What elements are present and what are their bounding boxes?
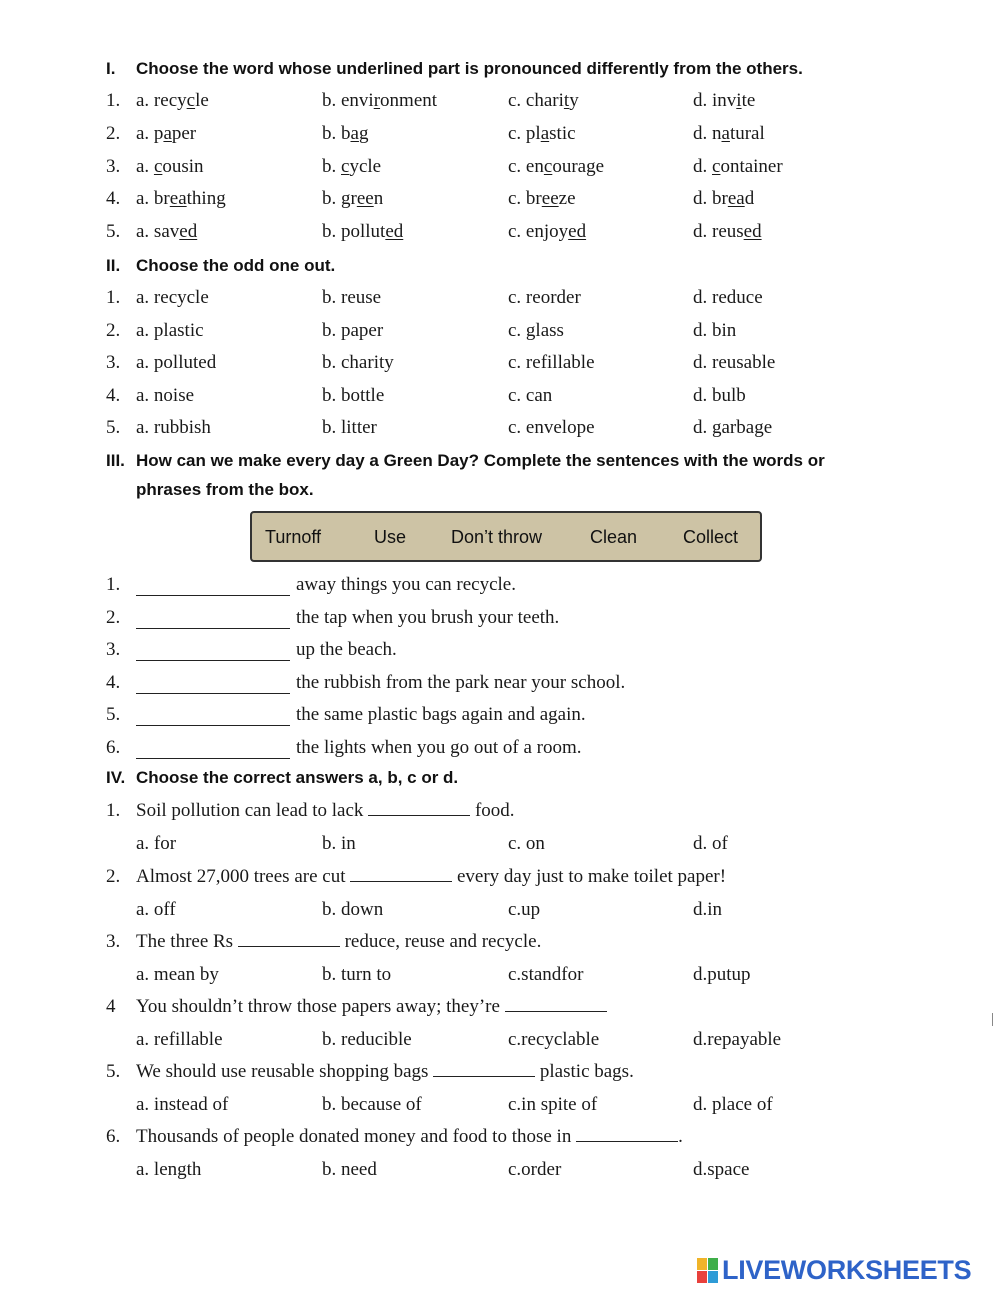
underlined-part: c [712,156,721,177]
word-box-item: Use [374,527,407,547]
underlined-part: t [563,90,570,111]
odd-one-out-row [0,417,1000,443]
option-c[interactable]: c.standfor [508,964,584,985]
word-box-item: Don’t throw [451,527,543,547]
option-a[interactable]: a. refillable [136,1029,223,1050]
option-b[interactable]: b. reducible [322,1029,412,1050]
option-a[interactable] [136,123,196,145]
question-after: . [678,1126,683,1147]
option-text: b. [322,156,341,177]
answer-blank[interactable] [136,692,290,694]
fill-in-row [0,737,1000,763]
margin-mark [992,1013,993,1026]
question-number: 3. [106,639,121,660]
option-c[interactable] [508,90,579,112]
option-d[interactable]: d. place of [693,1094,773,1115]
option-text: c. pl [508,123,541,144]
option-text: ontainer [720,156,783,177]
odd-one-out-row [0,385,1000,411]
answer-blank[interactable] [576,1140,678,1142]
sentence-text: the lights when you go out of a room. [296,737,582,758]
option-text: tural [729,123,765,144]
logo-mark-icon [697,1257,719,1283]
answer-blank[interactable] [136,659,290,661]
option-d[interactable]: d. reusable [693,352,776,373]
pronunciation-row [0,90,1000,116]
underlined-part: ed [179,221,198,242]
option-b[interactable]: b. in [322,833,356,854]
option-text: n [373,188,384,209]
section-3-heading [106,451,825,471]
section-title: Choose the odd one out. [136,256,336,275]
underlined-part: ed [568,221,587,242]
fill-in-row [0,607,1000,633]
option-b[interactable]: b. bottle [322,385,385,406]
odd-one-out-row [0,320,1000,346]
option-text: a. recy [136,90,187,111]
option-text: d. br [693,188,728,209]
option-text: ourage [552,156,605,177]
question-before: Soil pollution can lead to lack [136,800,364,821]
sentence-text: the tap when you brush your teeth. [296,607,560,628]
section-title: Choose the word whose underlined part is pronounced differently from the others. [136,59,803,78]
option-c[interactable] [508,221,586,243]
sentence-text: up the beach. [296,639,397,660]
option-c[interactable]: c. glass [508,320,564,341]
option-d[interactable]: d. of [693,833,728,854]
option-text: g [358,123,369,144]
option-text: b. b [322,123,351,144]
underlined-part: r [373,90,381,111]
option-c[interactable]: c. refillable [508,352,595,373]
question-number: 4. [106,385,121,406]
question-number: 1. [106,90,121,111]
word-box-item: Turnoff [265,527,322,547]
option-text: a. [136,156,154,177]
option-text: te [741,90,756,111]
option-text: d. inv [693,90,737,111]
question-number: 3. [106,931,121,952]
option-d[interactable] [693,188,754,210]
option-text: a. sav [136,221,180,242]
option-c[interactable] [508,156,604,178]
option-d[interactable]: d. bulb [693,385,746,406]
underlined-part: ee [356,188,374,209]
underlined-part: ee [541,188,559,209]
option-b[interactable]: b. need [322,1159,377,1180]
question-number: 1. [106,574,121,595]
option-text: d. [693,156,712,177]
pronunciation-row [0,123,1000,149]
mcq-options [0,1159,1000,1185]
question-number: 1. [106,800,121,821]
option-text: b. pollut [322,221,386,242]
option-a[interactable]: a. for [136,833,177,854]
option-text: c. enjoy [508,221,569,242]
question-number: 5. [106,221,121,242]
section-2-heading [106,256,335,276]
underlined-part: i [736,90,742,111]
section-title: Choose the correct answers a, b, c or d. [136,768,459,787]
option-a[interactable]: a. rubbish [136,417,211,438]
mcq-question [0,800,1000,826]
option-d[interactable]: d.in [693,899,723,920]
question-before: You shouldn’t throw those papers away; they’re [136,996,500,1017]
question-number: 5. [106,417,121,438]
option-b[interactable]: b. litter [322,417,377,438]
question-number: 4. [106,672,121,693]
answer-blank[interactable] [136,594,290,596]
option-a[interactable]: a. mean by [136,964,219,985]
option-b[interactable] [322,123,368,145]
option-b[interactable]: b. charity [322,352,394,373]
question-before: We should use reusable shopping bags [136,1061,429,1082]
option-text: ycle [349,156,382,177]
option-a[interactable]: a. length [136,1159,202,1180]
question-text [136,1126,683,1148]
answer-blank[interactable] [238,945,340,947]
option-d[interactable]: d.space [693,1159,750,1180]
option-text: c. en [508,156,544,177]
underlined-part: c [153,156,163,177]
question-number: 2. [106,866,121,887]
question-number: 6. [106,1126,121,1147]
option-c[interactable]: c.in spite of [508,1094,598,1115]
option-a[interactable]: a. instead of [136,1094,229,1115]
option-a[interactable] [136,188,226,210]
option-d[interactable]: d.repayable [693,1029,782,1050]
option-text: a. p [136,123,164,144]
option-text: per [171,123,197,144]
option-d[interactable] [693,90,755,112]
option-text: a. br [136,188,170,209]
answer-blank[interactable] [136,724,290,726]
option-d[interactable]: d. bin [693,320,737,341]
option-c[interactable]: c. reorder [508,287,581,308]
option-c[interactable]: c.up [508,899,541,920]
section-3-heading-cont: phrases from the box. [136,480,314,499]
underlined-part: ed [743,221,762,242]
section-title: How can we make every day a Green Day? Complete the sentences with the words or [136,451,825,470]
question-text [136,1061,634,1083]
answer-blank[interactable] [136,627,290,629]
option-c[interactable]: c. can [508,385,553,406]
question-text [136,800,515,822]
option-b[interactable] [322,90,437,112]
question-text [136,866,726,888]
mcq-question [0,866,1000,892]
option-b[interactable]: b. turn to [322,964,392,985]
underlined-part: c [341,156,350,177]
underlined-part: a [721,123,730,144]
option-text: b. envi [322,90,374,111]
option-b[interactable]: b. because of [322,1094,422,1115]
option-text: stic [549,123,576,144]
question-before: The three Rs [136,931,234,952]
fill-in-row [0,704,1000,730]
option-b[interactable]: b. paper [322,320,384,341]
option-text: c. br [508,188,542,209]
underlined-part: ea [727,188,745,209]
option-a[interactable]: a. polluted [136,352,217,373]
section-number: II. [106,256,121,275]
fill-in-row [0,672,1000,698]
section-number: III. [106,451,125,470]
option-text: c. chari [508,90,564,111]
question-number: 2. [106,607,121,628]
option-c[interactable]: c.order [508,1159,562,1180]
question-number: 5. [106,1061,121,1082]
question-number: 4 [106,996,116,1017]
option-text: y [569,90,579,111]
question-number: 3. [106,156,121,177]
option-text: ousin [162,156,204,177]
option-b[interactable] [322,188,383,210]
mcq-question [0,996,1000,1022]
option-c[interactable]: c.recyclable [508,1029,600,1050]
liveworksheets-logo [697,1253,971,1287]
option-text: d [744,188,755,209]
answer-blank[interactable] [433,1075,535,1077]
option-text: d. reus [693,221,744,242]
option-d[interactable]: d.putup [693,964,751,985]
underlined-part: c [543,156,553,177]
question-before: Almost 27,000 trees are cut [136,866,346,887]
option-a[interactable] [136,221,197,243]
mcq-options [0,899,1000,925]
option-b[interactable]: b. reuse [322,287,382,308]
mcq-question [0,1126,1000,1152]
logo-text: LIVEWORKSHEETS [722,1254,972,1285]
option-b[interactable] [322,156,381,178]
question-after: food. [474,800,515,821]
option-c[interactable]: c. envelope [508,417,595,438]
pronunciation-row [0,156,1000,182]
underlined-part: ea [169,188,187,209]
sentence-text: the rubbish from the park near your school. [296,672,626,693]
option-text: thing [186,188,226,209]
option-text: onment [380,90,438,111]
option-text: le [195,90,209,111]
sentence-text: away things you can recycle. [296,574,516,595]
section-4-heading [106,768,458,788]
option-c[interactable]: c. on [508,833,545,854]
option-a[interactable] [136,90,209,112]
option-d[interactable]: d. reduce [693,287,763,308]
option-c[interactable] [508,188,576,210]
question-after: every day just to make toilet paper! [456,866,727,887]
option-a[interactable]: a. noise [136,385,195,406]
question-text [136,931,541,953]
question-number: 4. [106,188,121,209]
option-text: b. gr [322,188,357,209]
section-number: I. [106,59,116,78]
odd-one-out-row [0,287,1000,313]
pronunciation-row [0,188,1000,214]
question-after: reduce, reuse and recycle. [344,931,542,952]
mcq-options [0,1029,1000,1055]
mcq-question [0,931,1000,957]
underlined-part: c [186,90,196,111]
mcq-options [0,1094,1000,1120]
pronunciation-row [0,221,1000,247]
mcq-options [0,964,1000,990]
question-before: Thousands of people donated money and food to those in [136,1126,572,1147]
question-number: 1. [106,287,121,308]
answer-blank[interactable] [350,880,452,882]
option-d[interactable]: d. garbage [693,417,773,438]
underlined-part: a [540,123,550,144]
question-number: 6. [106,737,121,758]
option-d[interactable] [693,156,783,178]
word-box-item: Clean [590,527,638,547]
option-b[interactable] [322,221,403,243]
section-1-heading [106,59,803,79]
word-box [250,511,762,562]
word-box-item: Collect [683,527,739,547]
option-a[interactable]: a. off [136,899,176,920]
question-number: 5. [106,704,121,725]
question-text [136,996,607,1018]
option-c[interactable] [508,123,576,145]
question-after: plastic bags. [539,1061,634,1082]
question-number: 2. [106,320,121,341]
question-number: 2. [106,123,121,144]
mcq-question [0,1061,1000,1087]
fill-in-row [0,574,1000,600]
answer-blank[interactable] [505,1010,607,1012]
underlined-part: a [350,123,359,144]
mcq-options [0,833,1000,859]
odd-one-out-row [0,352,1000,378]
underlined-part: a [163,123,172,144]
question-number: 3. [106,352,121,373]
option-d[interactable] [693,221,762,243]
answer-blank[interactable] [368,814,470,816]
option-d[interactable] [693,123,765,145]
option-b[interactable]: b. down [322,899,384,920]
option-text: ze [558,188,576,209]
option-a[interactable] [136,156,204,178]
option-a[interactable]: a. plastic [136,320,204,341]
option-a[interactable]: a. recycle [136,287,209,308]
answer-blank[interactable] [136,757,290,759]
sentence-text: the same plastic bags again and again. [296,704,586,725]
section-number: IV. [106,768,126,787]
underlined-part: ed [385,221,404,242]
fill-in-row [0,639,1000,665]
option-text: d. n [693,123,722,144]
